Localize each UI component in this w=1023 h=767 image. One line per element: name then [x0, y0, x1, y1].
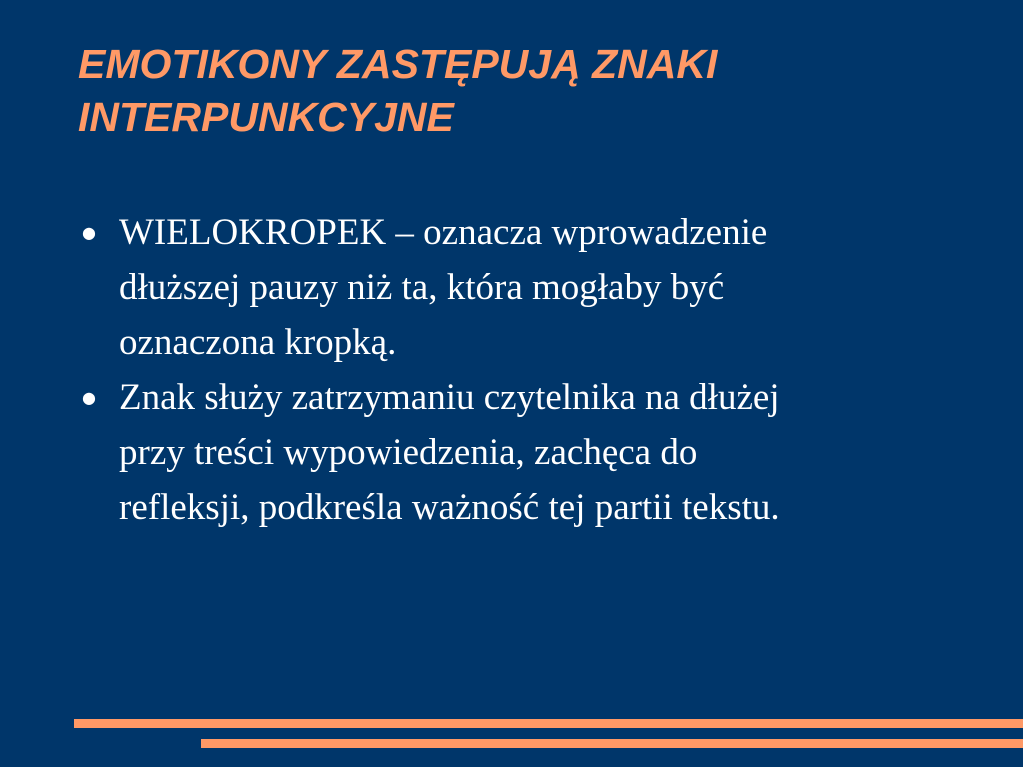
bullet-1-line-3: oznaczona kropką. — [119, 322, 397, 363]
bullet-2-line-3: refleksji, podkreśla ważność tej partii tekstu. — [119, 487, 780, 528]
decorative-rule-bottom — [201, 739, 1023, 748]
slide-title-line-1: EMOTIKONY ZASTĘPUJĄ ZNAKI — [78, 41, 718, 87]
bullet-item-1 — [82, 205, 982, 370]
bullet-2-line-1: Znak służy zatrzymaniu czytelnika na dłużej — [119, 377, 780, 418]
bullet-2-line-2: przy treści wypowiedzenia, zachęca do — [119, 432, 698, 473]
bullet-item-2 — [82, 370, 982, 535]
slide-title-line-2: INTERPUNKCYJNE — [78, 94, 454, 140]
bullet-list — [82, 205, 982, 535]
bullet-1-line-2: dłuższej pauzy niż ta, która mogłaby być — [119, 267, 725, 308]
decorative-rule-top — [74, 719, 1023, 728]
bullet-dot-icon: ● — [82, 223, 96, 242]
bullet-1-line-1: WIELOKROPEK – oznacza wprowadzenie — [119, 212, 768, 253]
bullet-dot-icon: ● — [82, 388, 96, 407]
slide-title — [78, 38, 978, 144]
